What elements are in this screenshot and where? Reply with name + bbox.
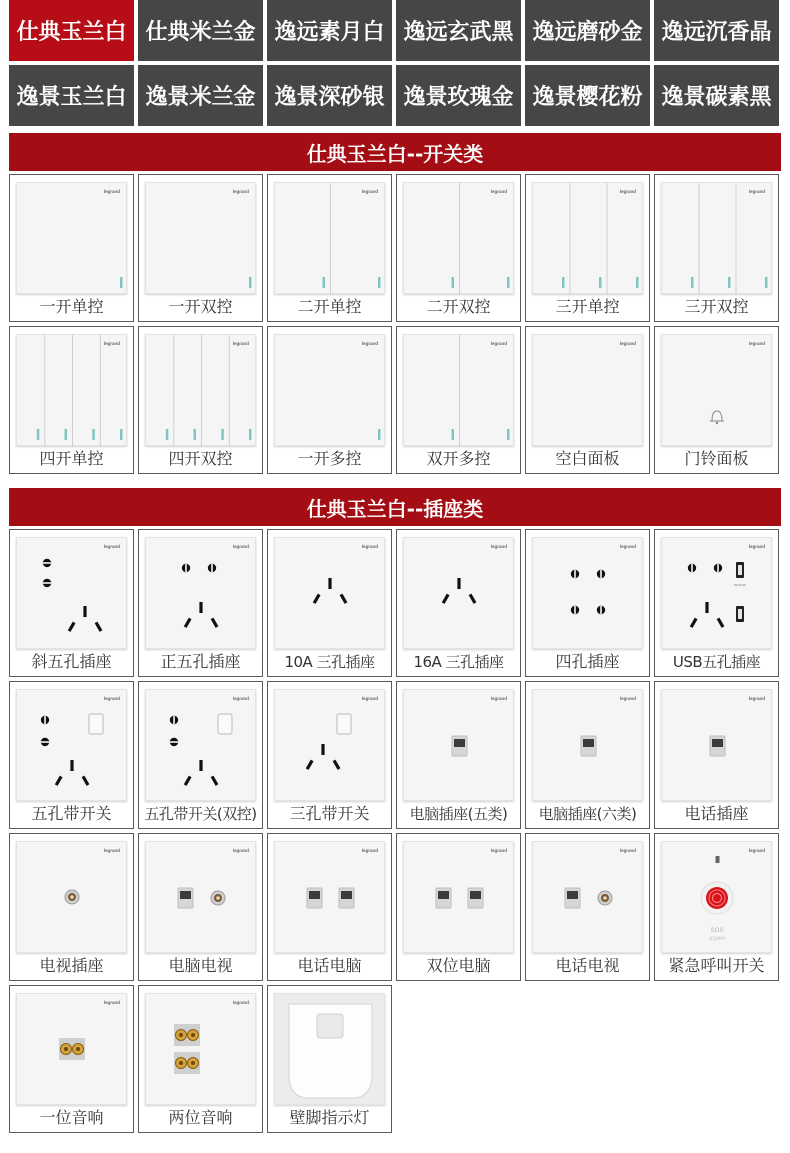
indicator-light <box>37 429 40 440</box>
tab-yijing-milanjin[interactable]: 逸景米兰金 <box>138 65 263 126</box>
socket-product-label: 紧急呼叫开关 <box>668 956 765 975</box>
brand-logo: legrand <box>619 544 636 549</box>
socket-5pin-switch-icon <box>145 689 256 801</box>
socket-product-label: 电脑电视 <box>168 956 233 975</box>
socket-product-label: 两位音响 <box>168 1108 233 1127</box>
switch-3-gang-icon <box>661 182 772 294</box>
tab-yijing-yinghuafen[interactable]: 逸景樱花粉 <box>525 65 650 126</box>
tab-shidian-yulanbai[interactable]: 仕典玉兰白 <box>9 0 134 61</box>
socket-product-label: 电话插座 <box>684 804 749 823</box>
switch-1-gang-icon <box>274 334 385 446</box>
brand-logo: legrand <box>748 341 765 346</box>
brand-logo: legrand <box>232 696 249 701</box>
switch-product-label: 二开双控 <box>426 297 491 316</box>
brand-logo: legrand <box>232 341 249 346</box>
svg-text:5V=2.4A: 5V=2.4A <box>734 583 746 587</box>
indicator-light <box>636 277 639 288</box>
data-tv-icon <box>532 841 643 953</box>
socket-product-card[interactable] <box>396 833 521 981</box>
switch-product-card[interactable] <box>525 326 650 474</box>
brand-logo: legrand <box>232 1000 249 1005</box>
brand-logo: legrand <box>619 341 636 346</box>
tab-yijing-yulanbai[interactable]: 逸景玉兰白 <box>9 65 134 126</box>
switch-product-label: 空白面板 <box>555 449 620 468</box>
socket-product-card[interactable] <box>138 833 263 981</box>
data-jack-icon <box>661 689 772 801</box>
indicator-light <box>65 429 68 440</box>
socket-product-label: 双位电脑 <box>426 956 491 975</box>
data-jack-icon <box>403 689 514 801</box>
socket-product-label: 电话电视 <box>555 956 620 975</box>
socket-product-label: 16A 三孔插座 <box>413 653 504 671</box>
brand-logo: legrand <box>361 341 378 346</box>
indicator-light <box>765 277 768 288</box>
socket-product-label: 10A 三孔插座 <box>284 653 375 671</box>
brand-logo: legrand <box>490 341 507 346</box>
socket-3pin-switch-icon <box>274 689 385 801</box>
color-series-tabs <box>9 0 781 130</box>
tab-yiyuan-xuanwuhei[interactable]: 逸远玄武黑 <box>396 0 521 61</box>
tab-yijing-meiguijin[interactable]: 逸景玫瑰金 <box>396 65 521 126</box>
switch-product-card[interactable] <box>267 174 392 322</box>
indicator-light <box>249 277 252 288</box>
switch-product-label: 三开双控 <box>684 297 749 316</box>
brand-logo: legrand <box>619 848 636 853</box>
socket-product-card[interactable] <box>138 681 263 829</box>
foot-light-icon <box>274 993 385 1105</box>
switch-product-card[interactable] <box>9 174 134 322</box>
socket-usb-icon <box>661 537 772 649</box>
switch-product-card[interactable] <box>396 326 521 474</box>
brand-logo: legrand <box>232 189 249 194</box>
switch-1-gang-icon <box>145 182 256 294</box>
tv-jack-icon <box>16 841 127 953</box>
socket-product-label: 壁脚指示灯 <box>289 1108 370 1127</box>
indicator-light <box>507 277 510 288</box>
indicator-light <box>599 277 602 288</box>
socket-product-card[interactable] <box>654 529 779 677</box>
indicator-light <box>323 277 326 288</box>
data-data-icon <box>403 841 514 953</box>
tab-yijing-shenshayin[interactable]: 逸景深砂银 <box>267 65 392 126</box>
switch-product-card[interactable] <box>138 326 263 474</box>
socket-product-card[interactable] <box>267 529 392 677</box>
switch-product-label: 四开双控 <box>168 449 233 468</box>
socket-product-label: 三孔带开关 <box>289 804 370 823</box>
socket-product-card[interactable] <box>267 985 392 1133</box>
tab-row-1 <box>9 0 781 61</box>
switch-product-card[interactable] <box>525 174 650 322</box>
socket-product-label: 电视插座 <box>39 956 104 975</box>
tab-yiyuan-chenxiangjing[interactable]: 逸远沉香晶 <box>654 0 779 61</box>
socket-product-card[interactable] <box>525 833 650 981</box>
indicator-light <box>507 429 510 440</box>
brand-logo: legrand <box>103 544 120 549</box>
tab-row-2 <box>9 65 781 126</box>
switch-product-card[interactable] <box>654 174 779 322</box>
socket-product-label: 电话电脑 <box>297 956 362 975</box>
socket-5pin-switch-icon <box>16 689 127 801</box>
svg-text:紧急呼叫: 紧急呼叫 <box>709 936 725 941</box>
indicator-light <box>452 429 455 440</box>
indicator-light <box>120 277 123 288</box>
indicator-light <box>120 429 123 440</box>
switch-product-label: 三开单控 <box>555 297 620 316</box>
doorbell-panel-icon <box>661 334 772 446</box>
socket-5pin-offset-icon <box>16 537 127 649</box>
brand-logo: legrand <box>103 341 120 346</box>
brand-logo: legrand <box>619 696 636 701</box>
indicator-light <box>378 429 381 440</box>
switch-product-label: 一开多控 <box>297 449 362 468</box>
emergency-call-icon <box>661 841 772 953</box>
brand-logo: legrand <box>748 696 765 701</box>
switch-2-gang-icon <box>403 334 514 446</box>
socket-product-label: 电脑插座(六类) <box>538 805 637 823</box>
socket-product-label: 四孔插座 <box>555 652 620 671</box>
socket-product-label: 一位音响 <box>39 1108 104 1127</box>
switch-4-gang-icon <box>16 334 127 446</box>
socket-product-label: 五孔带开关(双控) <box>144 805 257 823</box>
switch-product-card[interactable] <box>138 174 263 322</box>
indicator-light <box>92 429 95 440</box>
socket-product-card[interactable] <box>525 681 650 829</box>
brand-logo: legrand <box>361 848 378 853</box>
tab-yiyuan-suyuebai[interactable]: 逸远素月白 <box>267 0 392 61</box>
switch-2-gang-icon <box>403 182 514 294</box>
socket-product-label: 正五孔插座 <box>160 652 241 671</box>
brand-logo: legrand <box>103 696 120 701</box>
switch-product-label: 二开单控 <box>297 297 362 316</box>
switch-product-card[interactable] <box>396 174 521 322</box>
socket-product-card[interactable] <box>525 529 650 677</box>
brand-logo: legrand <box>490 189 507 194</box>
indicator-light <box>691 277 694 288</box>
brand-logo: legrand <box>490 848 507 853</box>
brand-logo: legrand <box>103 1000 120 1005</box>
switch-product-card[interactable] <box>267 326 392 474</box>
socket-product-card[interactable] <box>9 529 134 677</box>
switches-section-title: 仕典玉兰白--开关类 <box>9 133 781 171</box>
speaker-2-icon <box>145 993 256 1105</box>
switch-4-gang-icon <box>145 334 256 446</box>
switch-product-label: 门铃面板 <box>684 449 749 468</box>
brand-logo: legrand <box>748 189 765 194</box>
brand-logo: legrand <box>748 544 765 549</box>
socket-product-card[interactable] <box>9 833 134 981</box>
socket-product-label: 斜五孔插座 <box>31 652 112 671</box>
brand-logo: legrand <box>361 544 378 549</box>
tab-yiyuan-moshajin[interactable]: 逸远磨砂金 <box>525 0 650 61</box>
brand-logo: legrand <box>232 544 249 549</box>
socket-3pin-icon <box>274 537 385 649</box>
switch-product-card[interactable] <box>9 326 134 474</box>
indicator-light <box>562 277 565 288</box>
socket-product-card[interactable] <box>138 985 263 1133</box>
socket-product-card[interactable] <box>396 529 521 677</box>
brand-logo: legrand <box>490 544 507 549</box>
brand-logo: legrand <box>232 848 249 853</box>
socket-product-card[interactable] <box>267 833 392 981</box>
blank-panel-icon <box>532 334 643 446</box>
switch-product-card[interactable] <box>654 326 779 474</box>
switch-1-gang-icon <box>16 182 127 294</box>
socket-product-card[interactable] <box>9 681 134 829</box>
brand-logo: legrand <box>619 189 636 194</box>
tab-shidian-milanjin[interactable]: 仕典米兰金 <box>138 0 263 61</box>
indicator-light <box>166 429 169 440</box>
indicator-light <box>452 277 455 288</box>
brand-logo: legrand <box>103 848 120 853</box>
svg-text:SOS: SOS <box>710 928 724 934</box>
switch-3-gang-icon <box>532 182 643 294</box>
brand-logo: legrand <box>361 189 378 194</box>
sockets-section-title: 仕典玉兰白--插座类 <box>9 488 781 526</box>
socket-5pin-icon <box>145 537 256 649</box>
socket-product-card[interactable] <box>396 681 521 829</box>
socket-product-label: 五孔带开关 <box>31 804 112 823</box>
data-jack-icon <box>532 689 643 801</box>
switch-product-label: 一开单控 <box>39 297 104 316</box>
tab-yijing-tansuhei[interactable]: 逸景碳素黑 <box>654 65 779 126</box>
data-tv-icon <box>145 841 256 953</box>
socket-product-label: 电脑插座(五类) <box>409 805 508 823</box>
indicator-light <box>728 277 731 288</box>
switch-product-label: 一开双控 <box>168 297 233 316</box>
indicator-light <box>194 429 197 440</box>
indicator-light <box>378 277 381 288</box>
socket-product-card[interactable] <box>138 529 263 677</box>
brand-logo: legrand <box>748 848 765 853</box>
speaker-1-icon <box>16 993 127 1105</box>
socket-3pin-icon <box>403 537 514 649</box>
socket-product-card[interactable] <box>267 681 392 829</box>
switch-2-gang-icon <box>274 182 385 294</box>
brand-logo: legrand <box>490 696 507 701</box>
brand-logo: legrand <box>361 696 378 701</box>
indicator-light <box>221 429 224 440</box>
socket-product-label: USB五孔插座 <box>672 653 761 671</box>
brand-logo: legrand <box>103 189 120 194</box>
socket-product-card[interactable] <box>654 681 779 829</box>
switch-product-label: 双开多控 <box>426 449 491 468</box>
socket-4pin-icon <box>532 537 643 649</box>
switch-product-label: 四开单控 <box>39 449 104 468</box>
indicator-light <box>249 429 252 440</box>
socket-product-card[interactable] <box>9 985 134 1133</box>
data-data-icon <box>274 841 385 953</box>
socket-product-card[interactable] <box>654 833 779 981</box>
